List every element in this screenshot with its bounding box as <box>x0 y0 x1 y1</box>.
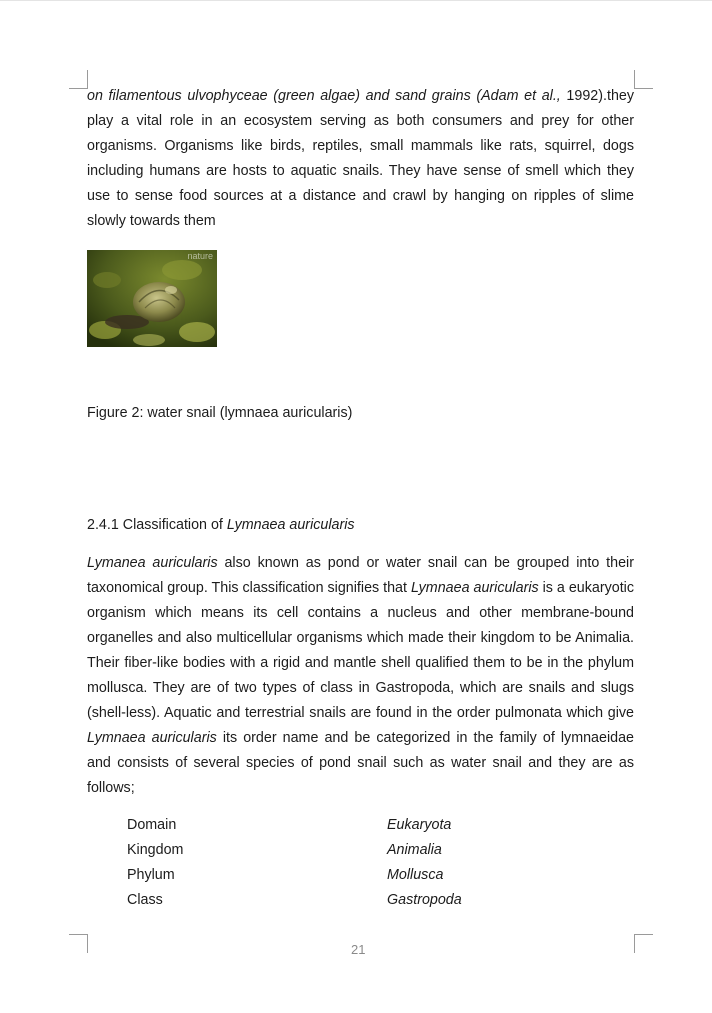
paragraph-classification <box>87 551 634 801</box>
page-number: 21 <box>351 942 366 957</box>
snail-image <box>87 250 217 347</box>
paragraph-text: is a eukaryotic organism which means its cell contains a nucleus and other membrane-bound organelles and also multicellular organisms which made their kingdom to be Animalia. Their fiber-like bodies with a rigid and mantle shell qualified them to be in the phylum mollusca. They are of two types of class in Gastropoda, which are snails and slugs (shell-less). Aquatic and terrestrial snails are found in the order pulmonata which give <box>87 580 635 721</box>
taxon-value-domain: Eukaryota <box>387 817 452 833</box>
species-name: Lymnaea auricularis <box>410 580 539 596</box>
taxon-rank-class: Class <box>127 892 163 908</box>
figure-caption: Figure 2: water snail (lymnaea auricularis) <box>87 405 353 421</box>
crop-mark-top-right <box>634 70 653 89</box>
paragraph-text: its order name and be categorized in the family of lymnaeidae and consists of several species of pond snail such as water snail and they are as follows; <box>87 730 634 796</box>
species-name: Lymanea auricularis <box>87 555 218 571</box>
taxon-rank-domain: Domain <box>127 817 177 833</box>
taxon-value-kingdom: Animalia <box>387 842 442 858</box>
paragraph-snail-ecology <box>87 84 634 234</box>
crop-mark-bottom-right <box>634 934 653 953</box>
heading-text: 2.4.1 Classification of <box>87 517 227 533</box>
crop-mark-bottom-left <box>69 934 88 953</box>
top-divider <box>0 0 712 1</box>
species-name: Lymnaea auricularis <box>87 730 217 746</box>
taxon-value-class: Gastropoda <box>387 892 462 908</box>
water-snail-photo <box>87 250 217 347</box>
citation-italic: on filamentous ulvophyceae (green algae) and sand grains (Adam et al., <box>87 88 561 104</box>
paragraph-text: also known as pond or water snail can be grouped into their taxonomical group. This classification signifies that <box>87 555 634 596</box>
heading-species-name: Lymnaea auricularis <box>226 517 355 533</box>
crop-mark-top-left <box>69 70 88 89</box>
photo-watermark: nature <box>187 251 213 261</box>
taxon-value-phylum: Mollusca <box>387 867 444 883</box>
taxon-rank-phylum: Phylum <box>127 867 175 883</box>
section-heading <box>87 514 355 536</box>
paragraph-text: 1992).they play a vital role in an ecosystem serving as both consumers and prey for other organisms. Organisms like birds, reptiles, small mammals like rats, squirrel, dogs including humans are hosts to aquatic snails. They have sense of smell which they use to sense food sources at a distance and crawl by hanging on ripples of slime slowly towards them <box>87 88 634 229</box>
taxon-rank-kingdom: Kingdom <box>127 842 184 858</box>
